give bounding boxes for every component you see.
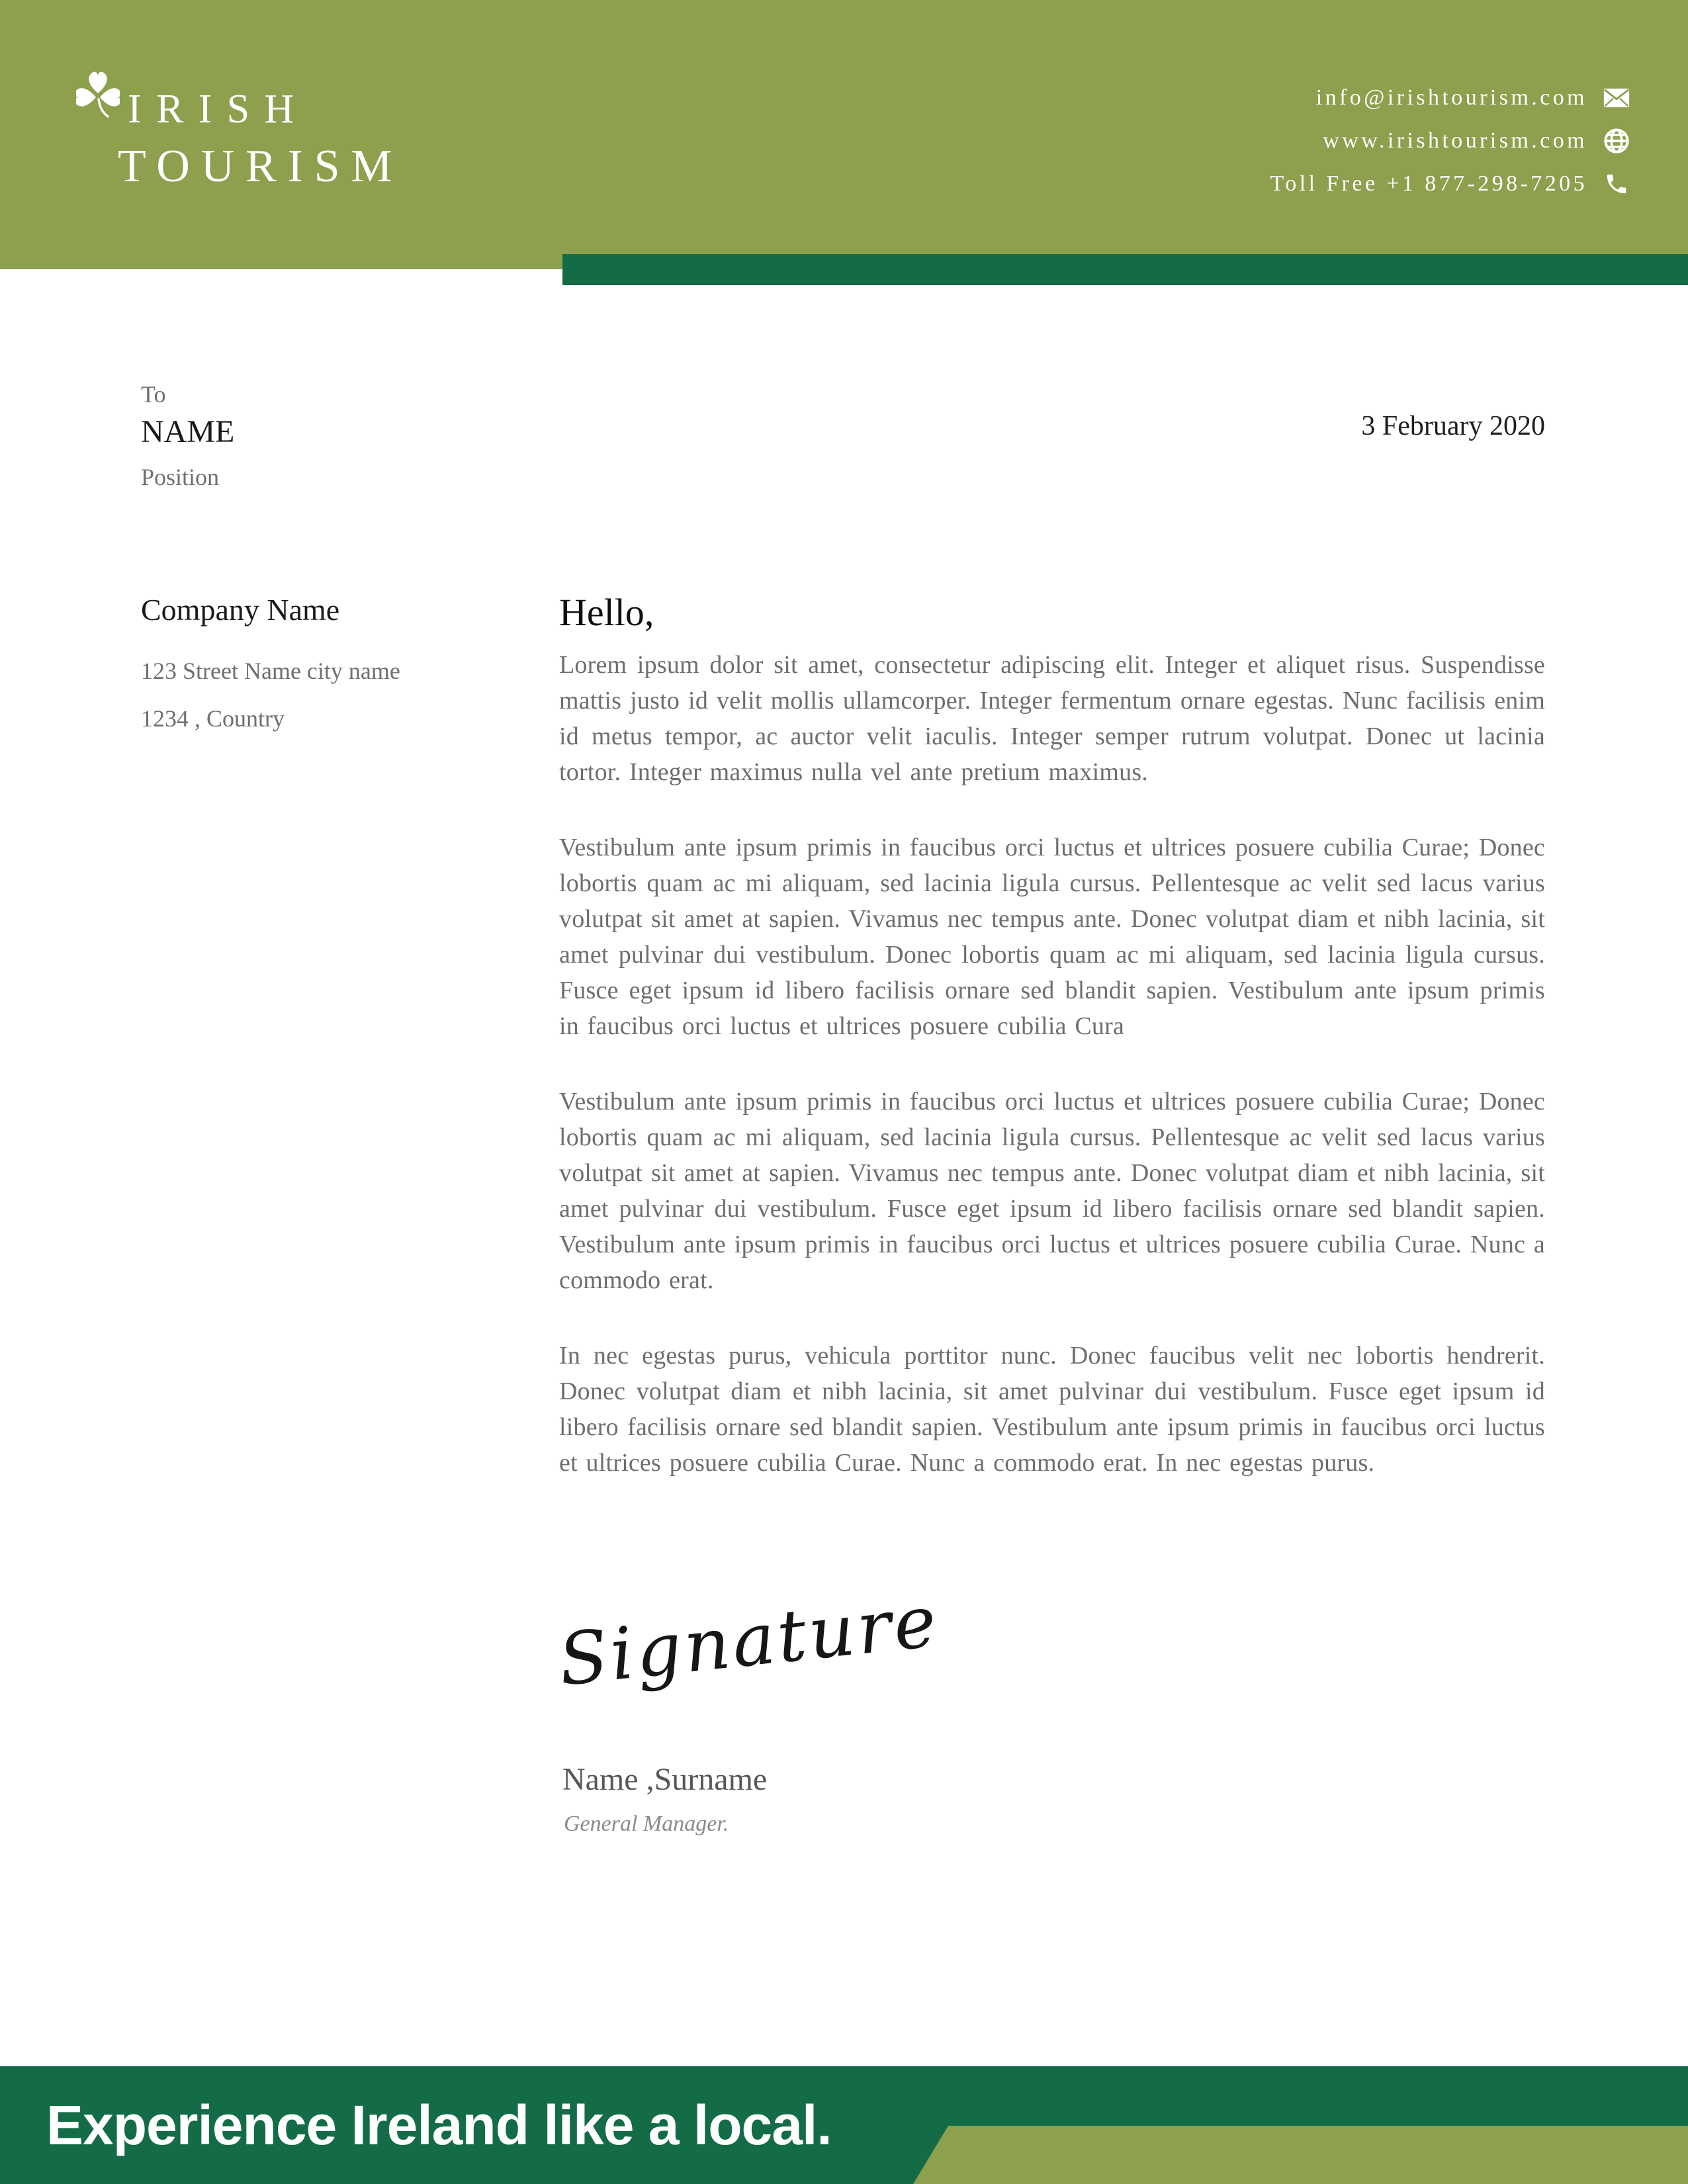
recipient-name: NAME <box>141 414 235 449</box>
letter-date: 3 February 2020 <box>1361 411 1545 441</box>
company-address-line1: 123 Street Name city name <box>141 658 400 684</box>
body-paragraph-1: Lorem ipsum dolor sit amet, consectetur adipiscing elit. Integer et aliquet risus. Suspendisse mattis justo id velit mollis ullamcorper. Integer fermentum ornare egestas. Nunc facilisis enim id metus tempor, ac auctor velit iaculis. Integer semper rutrum volutpat. Donec ut lacinia tortor. Integer maximus nulla vel ante pretium maximus. <box>559 650 1545 786</box>
contact-list <box>1270 85 1630 197</box>
recipient-block <box>141 380 234 491</box>
to-label: To <box>141 381 166 408</box>
contact-row-website <box>1323 128 1630 154</box>
company-name: Company Name <box>141 593 340 627</box>
contact-phone-label: Toll Free +1 877-298-7205 <box>1270 171 1587 196</box>
company-address-line2: 1234 , Country <box>141 705 285 732</box>
contact-email-label: info@irishtourism.com <box>1315 85 1587 110</box>
recipient-position: Position <box>141 464 220 490</box>
contact-website-label: www.irishtourism.com <box>1323 128 1587 153</box>
signature-script: Signature <box>555 1580 943 1702</box>
letter-body <box>559 591 1545 1520</box>
envelope-icon <box>1603 85 1630 111</box>
signer-title: General Manager. <box>564 1812 729 1836</box>
logo-text-tourism: TOURISM <box>118 141 404 192</box>
contact-row-email <box>1316 85 1630 111</box>
globe-icon <box>1603 128 1630 154</box>
body-paragraph-2: Vestibulum ante ipsum primis in faucibus orci luctus et ultrices posuere cubilia Curae; Donec lobortis quam ac mi aliquam, sed lacinia ligula cursus. Pellentesque ac velit sed lacus varius volutpat sit amet at sapien. Vivamus nec tempus ante. Donec volutpat diam et nibh lacinia, sit amet pulvinar dui vestibulum. Donec lobortis quam ac mi aliquam, sed lacinia ligula cursus. Fusce eget ipsum id libero facilisis ornare sed blandit sapien. Vestibulum ante ipsum primis in faucibus orci luctus et ultrices posuere cubilia Cura <box>559 833 1545 1040</box>
footer-tagline: Experience Ireland like a local. <box>46 2093 832 2156</box>
greeting: Hello, <box>559 591 654 634</box>
header-band <box>0 0 1688 269</box>
shamrock-icon <box>76 69 120 120</box>
contact-row-phone <box>1270 171 1630 197</box>
header-accent-stripe <box>562 254 1688 285</box>
footer-accent-shape <box>913 2126 1688 2184</box>
signer-name: Name ,Surname <box>562 1762 768 1797</box>
body-paragraph-4: In nec egestas purus, vehicula porttitor nunc. Donec faucibus velit nec lobortis hendrerit. Donec volutpat diam et nibh lacinia, sit amet pulvinar dui vestibulum. Fusce eget ipsum id libero facilisis ornare sed blandit sapien. Vestibulum ante ipsum primis in faucibus orci luctus et ultrices posuere cubilia Curae. Nunc a commodo erat. In nec egestas purus. <box>559 1341 1545 1477</box>
phone-icon <box>1603 171 1630 197</box>
logo-text-irish: IRISH <box>128 87 309 132</box>
body-paragraph-3: Vestibulum ante ipsum primis in faucibus orci luctus et ultrices posuere cubilia Curae; Donec lobortis quam ac mi aliquam, sed lacinia ligula cursus. Pellentesque ac velit sed lacus varius volutpat sit amet at sapien. Vivamus nec tempus ante. Donec volutpat diam et nibh lacinia, sit amet pulvinar dui vestibulum. Fusce eget ipsum id libero facilisis ornare sed blandit sapien. Vestibulum ante ipsum primis in faucibus orci luctus et ultrices posuere cubilia Curae. Nunc a commodo erat. <box>559 1087 1545 1294</box>
company-block <box>141 592 400 742</box>
footer-band <box>0 2066 1688 2184</box>
